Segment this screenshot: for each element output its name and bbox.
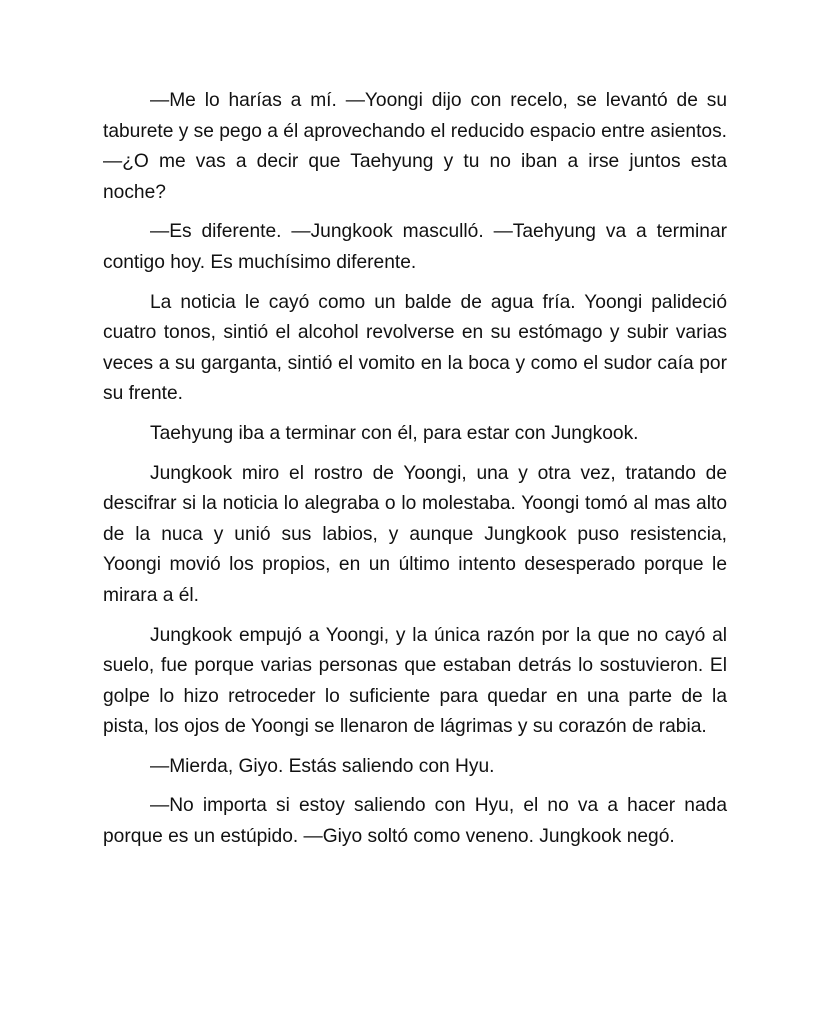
paragraph-5: Jungkook miro el rostro de Yoongi, una y otra vez, tratando de descifrar si la noticia lo alegraba o lo molestaba. Yoongi tomó al mas alto de la nuca y unió sus labios, y aunque Jungkook puso resistencia, Yoongi movió los propios, en un último intento desesperado porque le mirara a él. xyxy=(103,462,727,606)
paragraph-3: La noticia le cayó como un balde de agua fría. Yoongi palideció cuatro tonos, sintió el alcohol revolverse en su estómago y subir varias veces a su garganta, sintió el vomito en la boca y como el sudor caía por su frente. xyxy=(103,291,727,405)
paragraph-7: —Mierda, Giyo. Estás saliendo con Hyu. xyxy=(150,755,495,777)
document-page xyxy=(103,86,727,862)
paragraph-8: —No importa si estoy saliendo con Hyu, el no va a hacer nada porque es un estúpido. —Giyo soltó como veneno. Jungkook negó. xyxy=(103,795,727,848)
paragraph-2: —Es diferente. —Jungkook masculló. —Taehyung va a terminar contigo hoy. Es muchísimo diferente. xyxy=(103,221,727,273)
paragraph-1: —Me lo harías a mí. —Yoongi dijo con recelo, se levantó de su taburete y se pego a él aprovechando el reducido espacio entre asientos. —¿O me vas a decir que Taehyung y tu no iban a irse juntos esta noche? xyxy=(103,90,728,203)
paragraph-6: Jungkook empujó a Yoongi, y la única razón por la que no cayó al suelo, fue porque varias personas que estaban detrás lo sostuvieron. El golpe lo hizo retroceder lo suficiente para quedar en una parte de la pista, los ojos de Yoongi se llenaron de lágrimas y su corazón de rabia. xyxy=(103,624,727,738)
paragraph-4: Taehyung iba a terminar con él, para estar con Jungkook. xyxy=(150,422,639,444)
